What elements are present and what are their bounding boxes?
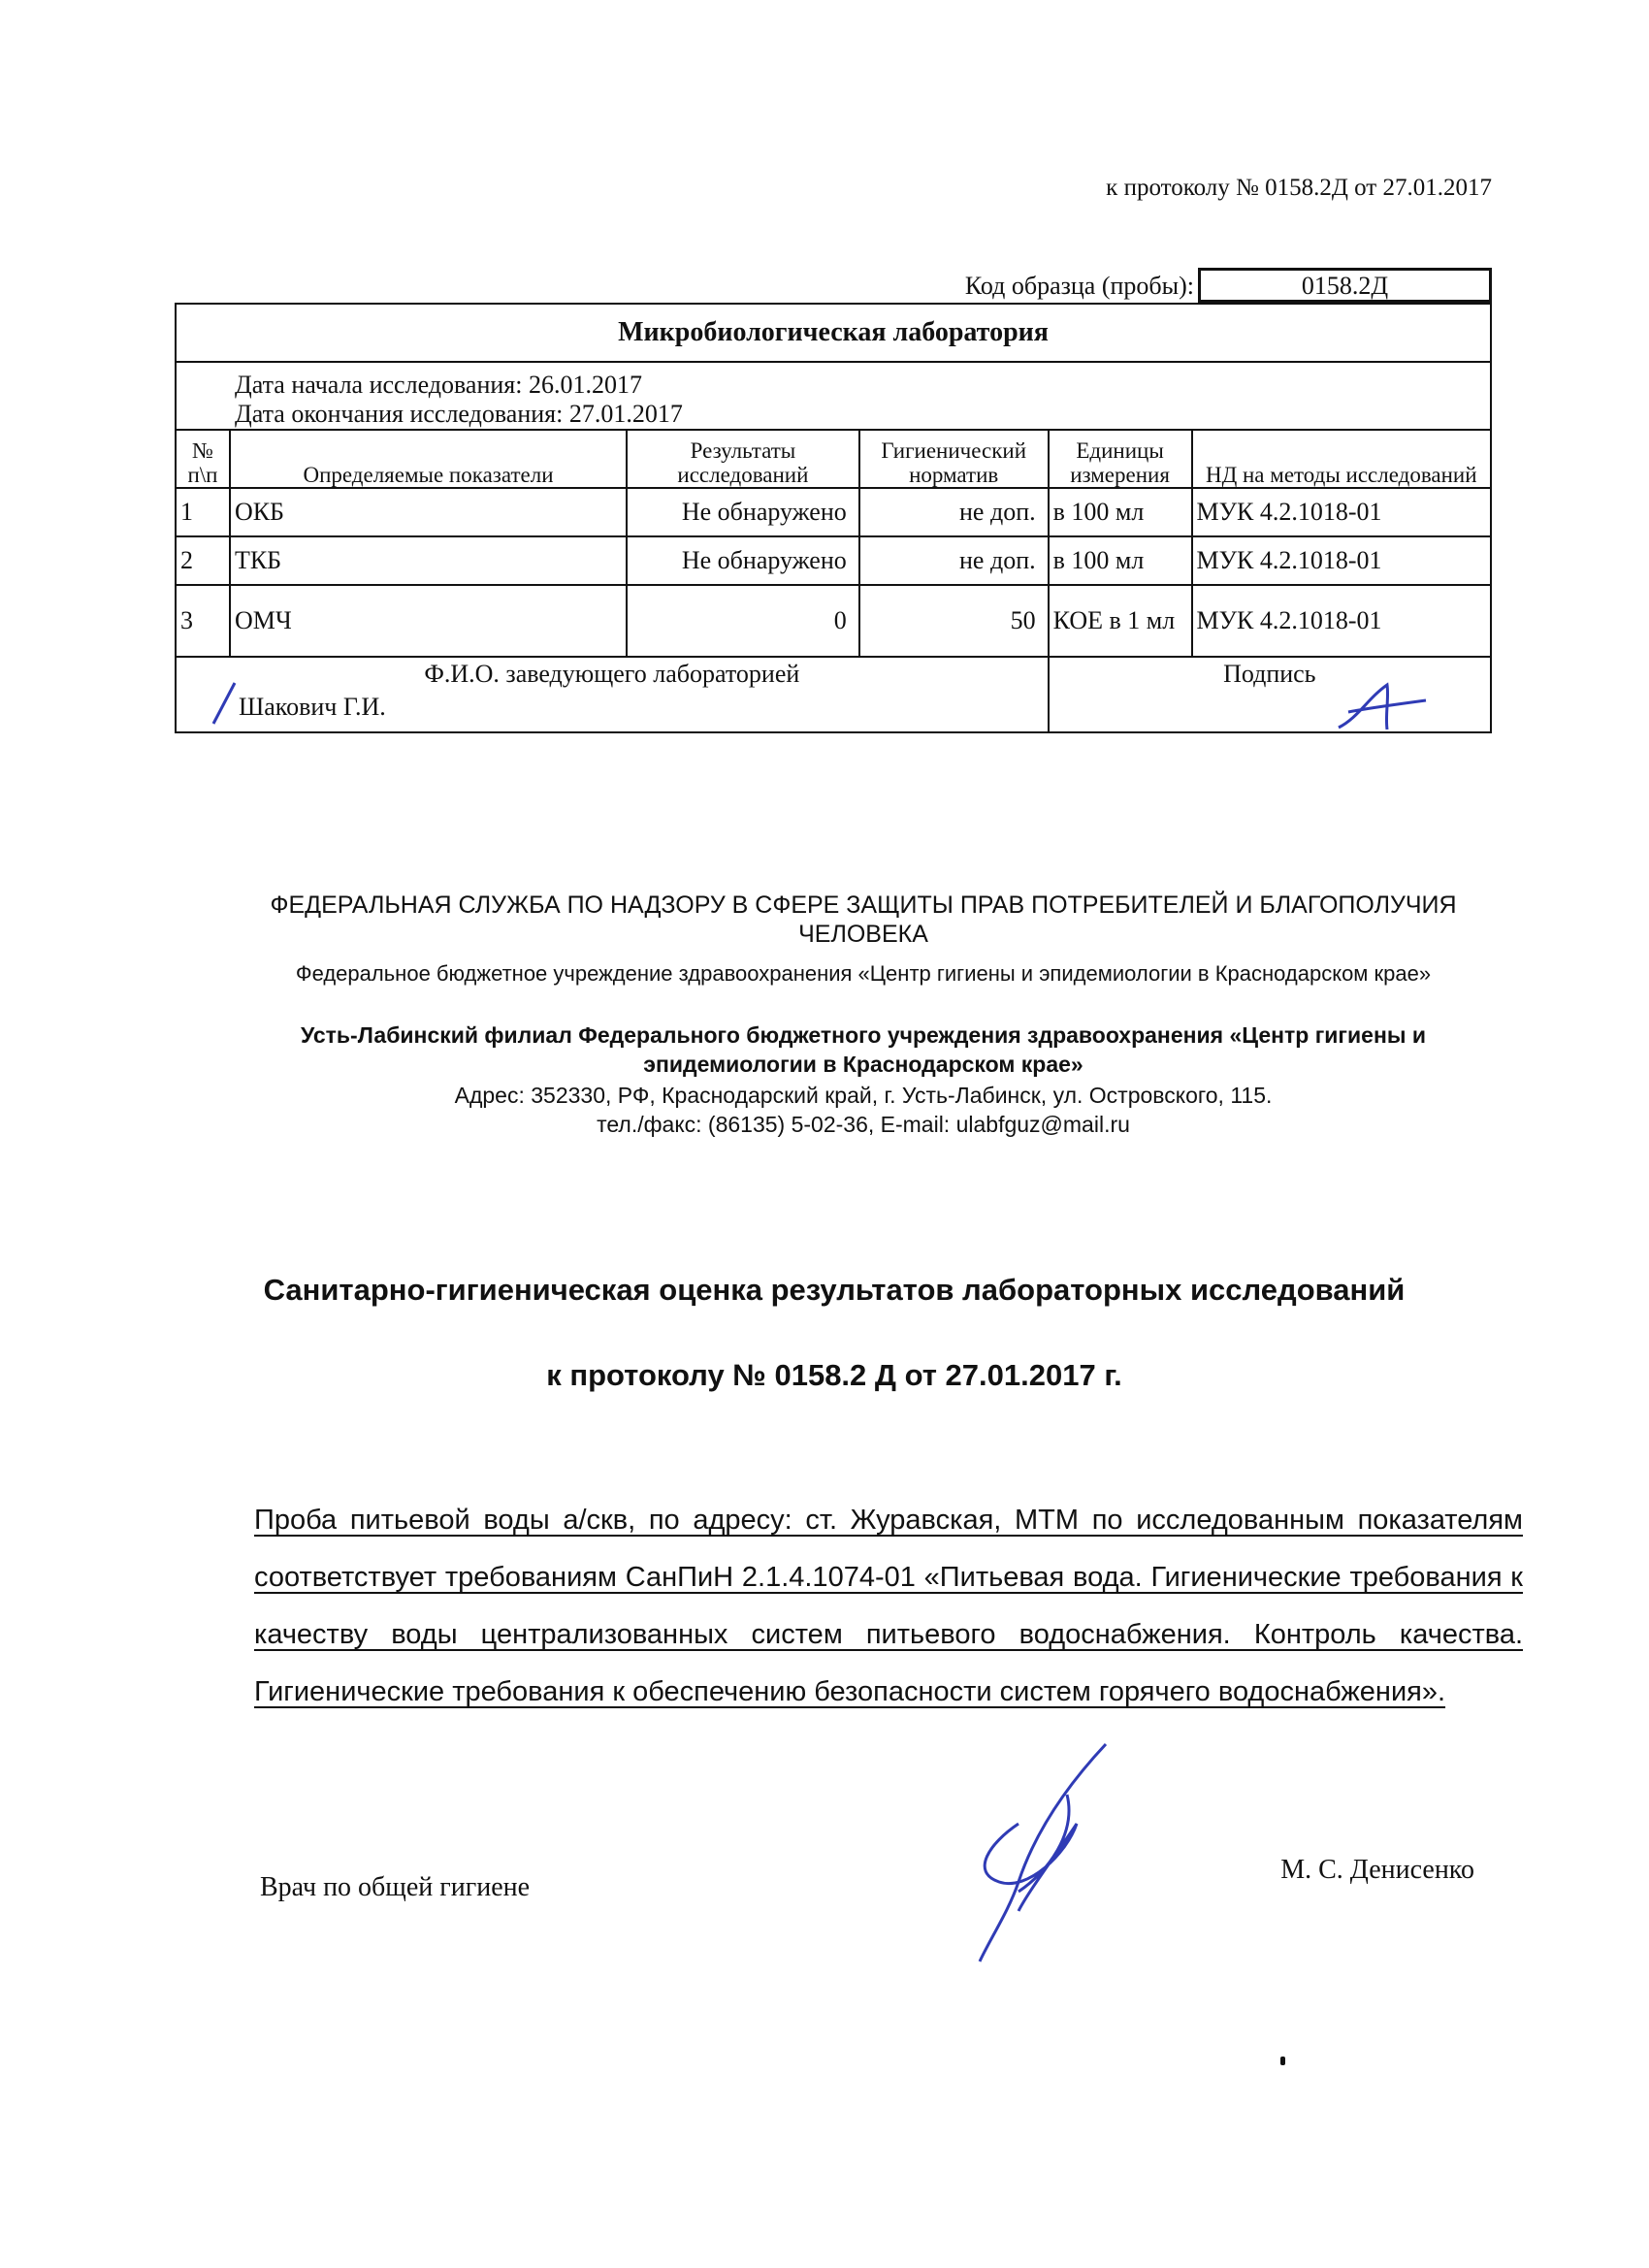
lab-head-cell	[176, 657, 1049, 732]
cell-method: МУК 4.2.1018-01	[1192, 585, 1492, 657]
table-row	[176, 536, 1491, 585]
col-result: Результаты исследований	[627, 430, 859, 488]
org-contacts	[233, 1081, 1494, 1139]
end-date: Дата окончания исследования: 27.01.2017	[235, 400, 683, 428]
cell-norm: не доп.	[859, 488, 1049, 536]
org-phone-email: тел./факс: (86135) 5-02-36, E-mail: ulabfguz@mail.ru	[597, 1112, 1130, 1137]
col-units: Единицы измерения	[1049, 430, 1192, 488]
org-budget-institution: Федеральное бюджетное учреждение здравоохранения «Центр гигиены и эпидемиологии в Краснодарском крае»	[295, 961, 1432, 986]
col-indicator: Определяемые показатели	[230, 430, 627, 488]
table-signature	[1329, 679, 1436, 737]
protocol-reference: к протоколу № 0158.2Д от 27.01.2017	[1106, 175, 1492, 201]
col-method: НД на методы исследований	[1192, 430, 1492, 488]
cell-indicator: ОКБ	[230, 488, 627, 536]
lab-head-title: Ф.И.О. заведующего лабораторией	[424, 660, 800, 688]
lab-head-signature	[206, 679, 244, 728]
sample-code-row	[175, 268, 1492, 305]
lab-dates	[176, 362, 1491, 430]
cell-method: МУК 4.2.1018-01	[1192, 488, 1492, 536]
cell-num: 2	[176, 536, 230, 585]
assessment-text: Проба питьевой воды а/скв, по адресу: ст. Журавская, МТМ по исследованным показателям соответствует требованиям СанПиН 2.1.4.1074-01 «Питьевая вода. Гигиенические требования к качеству воды централизованных систем питьевого водоснабжения. Контроль качества. Гигиенические требования к обеспечению безопасности систем горячего водоснабжения».	[254, 1505, 1523, 1707]
start-date: Дата начала исследования: 26.01.2017	[235, 371, 642, 399]
table-row	[176, 488, 1491, 536]
doctor-title: Врач по общей гигиене	[260, 1872, 531, 1902]
lab-results-table	[175, 303, 1492, 733]
table-header-row	[176, 430, 1491, 488]
cell-norm: не доп.	[859, 536, 1049, 585]
org-address: Адрес: 352330, РФ, Краснодарский край, г. Усть-Лабинск, ул. Островского, 115.	[454, 1083, 1273, 1108]
doctor-name: М. С. Денисенко	[1280, 1855, 1474, 1885]
assessment-title: Санитарно-гигиеническая оценка результатов лабораторных исследований	[263, 1273, 1406, 1307]
cell-norm: 50	[859, 585, 1049, 657]
cell-result: Не обнаружено	[627, 488, 859, 536]
signature-label: Подпись	[1223, 660, 1316, 688]
col-norm: Гигиенический норматив	[859, 430, 1049, 488]
cell-num: 1	[176, 488, 230, 536]
sample-code-value: 0158.2Д	[1198, 268, 1492, 303]
cell-indicator: ОМЧ	[230, 585, 627, 657]
lab-head-name: Шакович Г.И.	[239, 693, 386, 721]
org-branch: Усть-Лабинский филиал Федерального бюджетного учреждения здравоохранения «Центр гигиены и эпидемиологии в Краснодарском крае»	[300, 1022, 1427, 1077]
ink-dot	[1280, 2057, 1285, 2065]
cell-result: Не обнаружено	[627, 536, 859, 585]
assessment-subtitle: к протоколу № 0158.2 Д от 27.01.2017 г.	[546, 1358, 1122, 1392]
table-row	[176, 585, 1491, 657]
cell-units: КОЕ в 1 мл	[1049, 585, 1192, 657]
cell-indicator: ТКБ	[230, 536, 627, 585]
org-federal-service: ФЕДЕРАЛЬНАЯ СЛУЖБА ПО НАДЗОРУ В СФЕРЕ ЗАЩИТЫ ПРАВ ПОТРЕБИТЕЛЕЙ И БЛАГОПОЛУЧИЯ ЧЕЛОВЕКА	[270, 891, 1457, 948]
cell-num: 3	[176, 585, 230, 657]
cell-method: МУК 4.2.1018-01	[1192, 536, 1492, 585]
cell-result: 0	[627, 585, 859, 657]
lab-title: Микробиологическая лаборатория	[176, 304, 1491, 362]
cell-units: в 100 мл	[1049, 488, 1192, 536]
doctor-signature	[960, 1736, 1145, 1969]
col-num: № п\п	[176, 430, 230, 488]
sample-code-label: Код образца (пробы):	[964, 272, 1194, 300]
cell-units: в 100 мл	[1049, 536, 1192, 585]
